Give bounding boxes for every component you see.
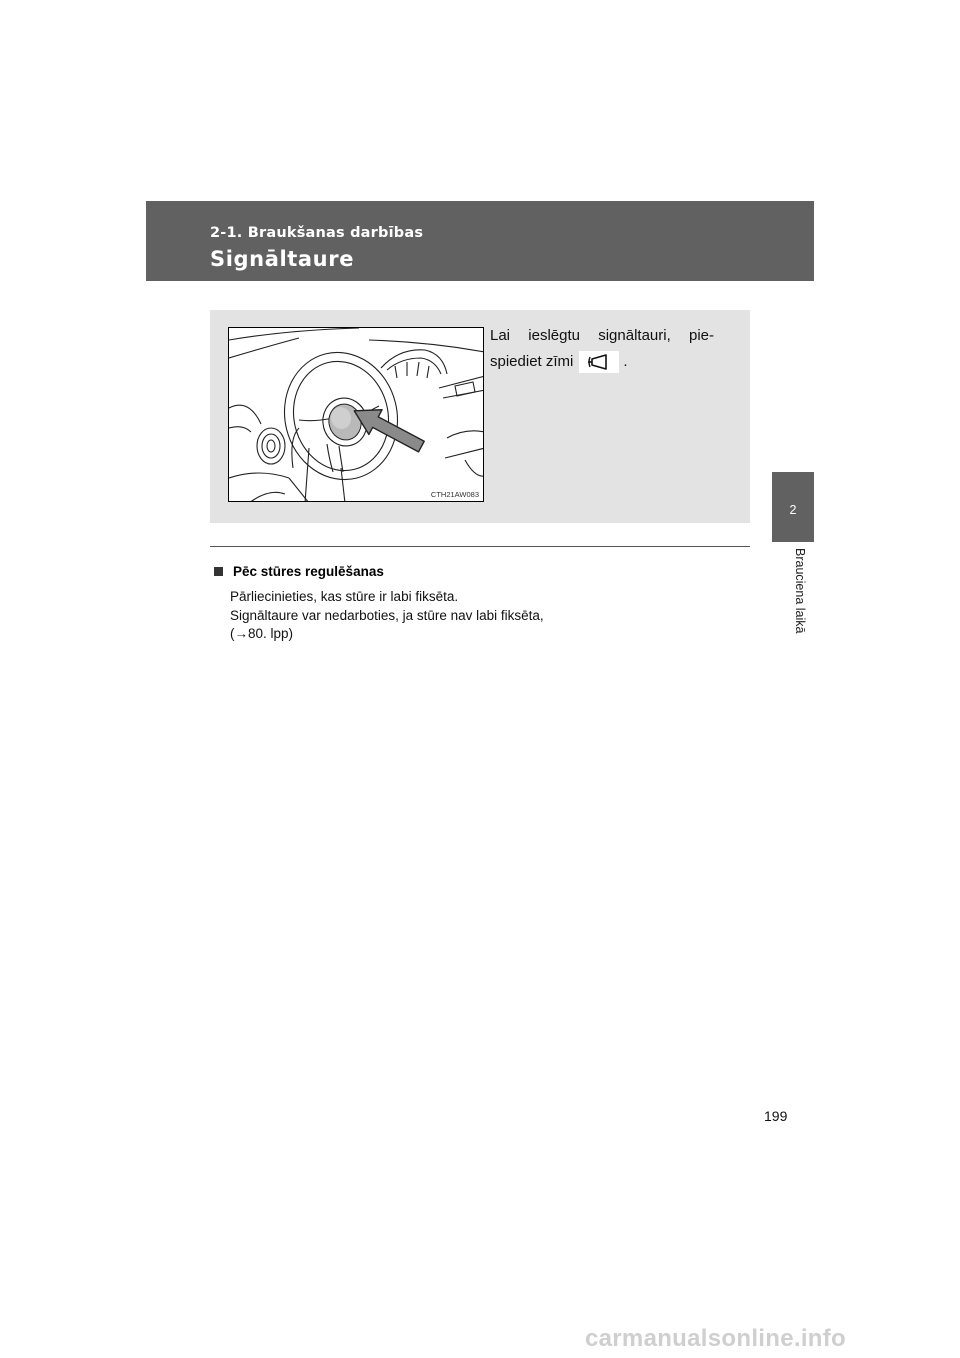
instruction-word: Lai [490, 327, 511, 344]
steering-wheel-drawing [229, 328, 484, 502]
chapter-name: Brauciena laikā [793, 548, 807, 634]
chapter-side-tab [772, 472, 814, 542]
instruction-word: ieslēgtu [528, 327, 580, 344]
note-heading-text: Pēc stūres regulēšanas [233, 564, 384, 579]
page-reference-link[interactable]: (→80. lpp) [230, 626, 294, 641]
square-bullet-icon [214, 567, 223, 576]
notes-section [213, 564, 743, 644]
note-body [213, 588, 743, 644]
page-title: Signāltaure [210, 247, 355, 271]
instruction-line-2 [490, 349, 714, 375]
instruction-panel [210, 310, 750, 523]
instruction-text [490, 323, 714, 375]
instruction-word: pie- [688, 327, 714, 344]
chapter-number: 2 [789, 503, 797, 517]
note-line: Signāltaure var nedarboties, ja stūre nav labi fiksēta, [230, 607, 544, 623]
steering-wheel-illustration [228, 327, 484, 502]
section-divider [210, 546, 750, 547]
note-line: Pārliecinieties, kas stūre ir labi fiksēta. [230, 589, 459, 604]
horn-icon [579, 351, 619, 373]
section-label: 2-1. Braukšanas darbības [210, 225, 424, 241]
chapter-header [146, 201, 814, 281]
instruction-text-end: . [623, 353, 628, 370]
image-code: CTH21AW083 [430, 490, 479, 499]
watermark: carmanualsonline.info [585, 1325, 847, 1352]
instruction-word: signāltauri, [598, 327, 671, 344]
instruction-line-1 [490, 323, 714, 349]
note-heading [213, 564, 743, 579]
page-number: 199 [764, 1108, 788, 1124]
instruction-text-start: spiediet zīmi [490, 353, 574, 370]
